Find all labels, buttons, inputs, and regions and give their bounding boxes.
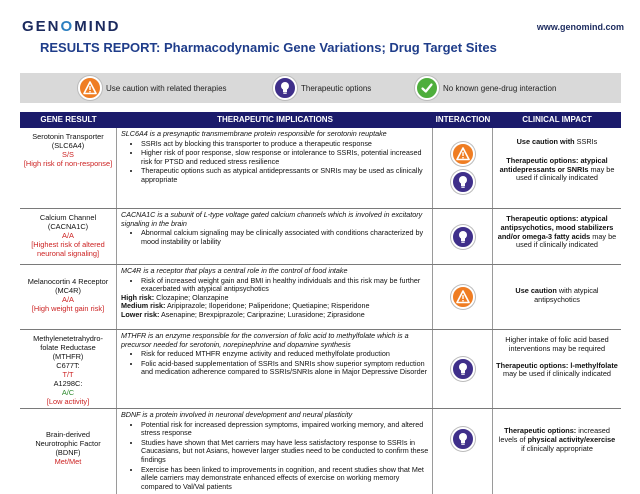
therapeutic-implications-cell: [117, 209, 433, 264]
variant-label: A1298C:: [53, 379, 83, 388]
lightbulb-icon: [451, 170, 475, 194]
options-drugs: l-methylfolate: [570, 360, 618, 370]
results-table: [20, 112, 621, 494]
gene-symbol: (BDNF): [55, 448, 81, 457]
interaction-cell: [433, 265, 493, 329]
risk-label: [High risk of non-response]: [23, 159, 113, 168]
clinical-impact-cell: [493, 265, 621, 329]
caution-label: Use caution: [515, 286, 557, 295]
interaction-cell: [433, 409, 493, 494]
risk-line-label: High risk:: [121, 292, 155, 302]
risk-label: [Low activity]: [46, 397, 90, 406]
options-label: Therapeutic options:: [506, 214, 579, 223]
genotype: A/A: [62, 231, 74, 240]
report-header: [0, 0, 640, 40]
implication-intro: MTHFR is an enzyme responsible for the conversion of folic acid to methylfolate which is a precursor needed for serotonin, norepinephrine and dopamine synthesis: [121, 331, 409, 349]
table-row-slc6a4: [20, 128, 621, 209]
therapeutic-implications-cell: [117, 128, 433, 208]
genomind-logo[interactable]: [22, 18, 121, 35]
implication-bullet: • Higher risk of poor response, slow response or intolerance to SSRIs, potential increased risk for PTSD and reduced stress resilience: [141, 149, 429, 166]
implication-bullet: • Risk for reduced MTHFR enzyme activity and reduced methylfolate production: [141, 350, 429, 359]
gene-symbol: (CACNA1C): [47, 222, 89, 231]
therapeutic-implications-cell: [117, 330, 433, 408]
clinical-impact-cell: [493, 409, 621, 494]
implication-intro: CACNA1C is a subunit of L-type voltage gated calcium channels which is involved in excitatory signaling in the brain: [121, 210, 423, 228]
column-header-therapeutic-implications: THERAPEUTIC IMPLICATIONS: [217, 115, 333, 124]
options-rest: may be used if clinically indicated: [516, 231, 617, 250]
gene-name: Methylenetetrahydro-: [33, 334, 103, 343]
legend-item-no-interaction: [415, 76, 556, 100]
checkmark-icon: [415, 76, 439, 100]
options-drugs: atypical antipsychotics, mood stabilizers and/or omega-3 fatty acids: [497, 214, 614, 241]
risk-line-label: Medium risk:: [121, 301, 166, 311]
table-row-bdnf: [20, 409, 621, 494]
logo-text-part1: GEN: [22, 18, 61, 35]
therapeutic-implications-cell: [117, 409, 433, 494]
risk-line-drugs: Aripiprazole; Iloperidone; Paliperidone; Quetiapine; Risperidone: [166, 301, 370, 311]
variant-label: C677T:: [56, 361, 80, 370]
table-row-cacna1c: [20, 209, 621, 265]
implication-bullet: • Therapeutic options such as atypical antidepressants or SNRIs may be used as clinically appropriate: [141, 167, 429, 184]
genotype: S/S: [62, 150, 74, 159]
lightbulb-icon: [273, 76, 297, 100]
table-row-mthfr: [20, 330, 621, 409]
logo-text-part3: MIND: [74, 18, 121, 35]
gene-name: Calcium Channel: [39, 213, 97, 222]
genotype: A/A: [62, 295, 74, 304]
table-row-mc4r: [20, 265, 621, 330]
implication-bullet: • Potential risk for increased depression symptoms, impaired working memory, and altered stress response: [141, 421, 429, 438]
clinical-note: Higher intake of folic acid based interventions may be required: [505, 335, 609, 353]
column-header-interaction: INTERACTION: [435, 115, 491, 124]
gene-name: Melanocortin 4 Receptor: [27, 277, 109, 286]
caution-drug: with atypical antipsychotics: [534, 286, 599, 304]
caution-drug: SSRIs: [576, 137, 598, 146]
options-rest: if clinically appropriate: [521, 443, 593, 453]
genotype: Met/Met: [54, 457, 82, 466]
risk-line-drugs: Asenapine; Brexpiprazole; Cariprazine; Lurasidone; Ziprasidone: [160, 309, 365, 319]
risk-label: [High weight gain risk]: [31, 304, 105, 313]
caution-icon: [451, 285, 475, 309]
genotype: T/T: [62, 370, 74, 379]
implication-intro: BDNF is a protein involved in neuronal development and neural plasticity: [121, 410, 353, 419]
risk-line-lower: [121, 311, 429, 320]
implication-bullet: • Abnormal calcium signaling may be clinically associated with conditions characterized by mood instability or lability: [141, 229, 429, 246]
legend-label: Therapeutic options: [301, 83, 372, 93]
caution-label: Use caution with: [516, 137, 575, 146]
legend-label: No known gene-drug interaction: [443, 83, 557, 93]
website-link[interactable]: www.genomind.com: [536, 22, 624, 32]
implication-bullet: • SSRIs act by blocking this transporter to produce a therapeutic response: [141, 140, 429, 149]
interaction-cell: [433, 128, 493, 208]
options-rest: may be used if clinically indicated: [516, 164, 615, 183]
implication-bullet: • Exercise has been linked to improvements in cognition, and recent studies show that Met allele carriers may demonstrate enhanced effects of exercise on working memory compared to Val/Val patients: [141, 466, 429, 492]
lightbulb-icon: [451, 225, 475, 249]
options-label: Therapeutic options:: [496, 360, 569, 370]
gene-symbol: (SLC6A4): [51, 141, 85, 150]
gene-result-cell: [20, 265, 117, 329]
gene-name: folate Reductase: [40, 343, 96, 352]
legend-label: Use caution with related therapies: [106, 83, 227, 93]
gene-result-cell: [20, 128, 117, 208]
caution-icon: [451, 142, 475, 166]
gene-name: Serotonin Transporter: [32, 132, 104, 141]
genotype: A/C: [61, 388, 75, 397]
implication-intro: MC4R is a receptor that plays a central role in the control of food intake: [121, 266, 348, 275]
risk-line-label: Lower risk:: [121, 309, 160, 319]
implication-bullet: • Risk of increased weight gain and BMI in healthy individuals and this risk may be further exacerbated with atypical antipsychotics: [141, 277, 429, 294]
options-drugs: physical activity/exercise: [527, 434, 616, 444]
implication-intro: SLC6A4 is a presynaptic transmembrane protein responsible for serotonin reuptake: [121, 129, 387, 138]
legend-bar: [20, 73, 621, 103]
interaction-cell: [433, 209, 493, 264]
clinical-impact-cell: [493, 128, 621, 208]
gene-result-cell: [20, 409, 117, 494]
options-drugs: atypical antidepressants or SNRIs: [499, 155, 608, 174]
caution-icon: [78, 76, 102, 100]
gene-result-cell: [20, 209, 117, 264]
lightbulb-icon: [451, 427, 475, 451]
legend-item-caution: [78, 76, 227, 100]
logo-text-part2: O: [60, 18, 75, 35]
gene-symbol: (MTHFR): [52, 352, 84, 361]
lightbulb-icon: [451, 357, 475, 381]
clinical-impact-cell: [493, 330, 621, 408]
interaction-cell: [433, 330, 493, 408]
implication-bullet: • Studies have shown that Met carriers may have less satisfactory response to SSRIs in Caucasians, but not Asians, however larger studies need to be conducted to confirm these findings: [141, 439, 429, 465]
gene-result-cell: [20, 330, 117, 408]
clinical-impact-cell: [493, 209, 621, 264]
risk-line-drugs: Clozapine; Olanzapine: [156, 292, 229, 302]
implication-bullet: • Folic acid-based supplementation of SSRIs and SNRIs show superior symptom reduction and medication adherence compared to SSRIs/SNRIs alone in Major Depressive Disorder: [141, 360, 429, 377]
gene-symbol: (MC4R): [55, 286, 81, 295]
gene-name: Neurotrophic Factor: [35, 439, 101, 448]
column-header-gene-result: GENE RESULT: [40, 115, 97, 124]
page-title: RESULTS REPORT: Pharmacodynamic Gene Variations; Drug Target Sites: [40, 40, 497, 55]
options-pre: increased levels of: [498, 426, 610, 444]
table-header: [20, 112, 621, 128]
risk-label: [Highest risk of altered neuronal signaling]: [31, 240, 105, 258]
options-label: Therapeutic options:: [506, 155, 579, 165]
options-rest: may be used if clinically indicated: [503, 369, 611, 379]
column-header-clinical-impact: CLINICAL IMPACT: [522, 115, 592, 124]
therapeutic-implications-cell: [117, 265, 433, 329]
legend-item-options: [273, 76, 371, 100]
options-label: Therapeutic options:: [504, 426, 577, 435]
gene-name: Brain-derived: [46, 430, 90, 439]
